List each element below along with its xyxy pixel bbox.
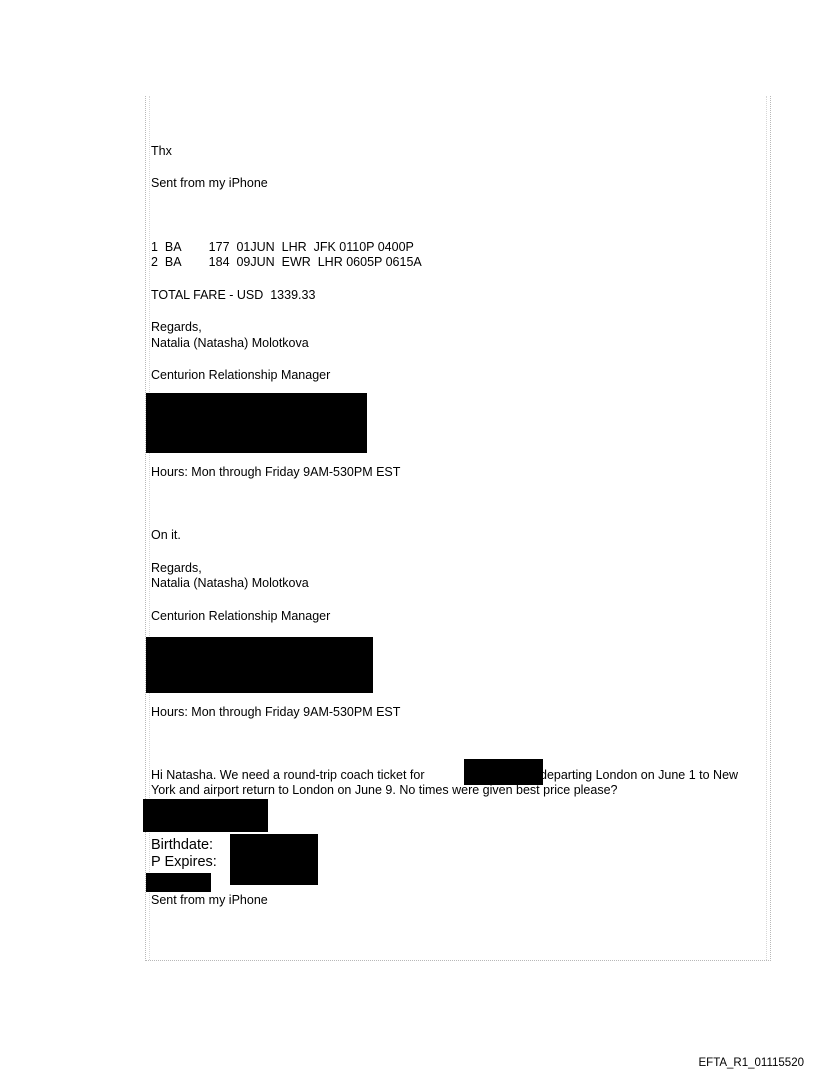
sender-title: Centurion Relationship Manager [151, 609, 331, 623]
redacted-name [464, 759, 543, 785]
request-text-part-1: Hi Natasha. We need a round-trip coach ticket for [151, 768, 425, 782]
request-text-line-2: York and airport return to London on June 9. No times were given best price please? [151, 783, 618, 797]
document-id: EFTA_R1_01115520 [698, 1057, 804, 1069]
sender-name: Natalia (Natasha) Molotkova [151, 576, 309, 590]
sent-from-signature: Sent from my iPhone [151, 893, 268, 907]
redaction-block [146, 873, 211, 892]
redaction-block [230, 834, 318, 885]
redaction-block [146, 393, 367, 453]
request-text-part-2: departing London on June 1 to New [540, 768, 739, 782]
redaction-block [143, 799, 268, 832]
redaction-block [146, 637, 373, 693]
sent-from-signature: Sent from my iPhone [151, 176, 268, 190]
itinerary-line-1: 1 BA 177 01JUN LHR JFK 0110P 0400P [151, 240, 414, 254]
sender-title: Centurion Relationship Manager [151, 368, 331, 382]
sender-name: Natalia (Natasha) Molotkova [151, 336, 309, 350]
reply-text: On it. [151, 528, 181, 542]
birthdate-label: Birthdate: [151, 837, 214, 853]
office-hours: Hours: Mon through Friday 9AM-530PM EST [151, 465, 401, 479]
regards: Regards, [151, 320, 202, 334]
itinerary-line-2: 2 BA 184 09JUN EWR LHR 0605P 0615A [151, 255, 422, 269]
total-fare: TOTAL FARE - USD 1339.33 [151, 288, 316, 302]
office-hours: Hours: Mon through Friday 9AM-530PM EST [151, 705, 401, 719]
reply-text: Thx [151, 144, 172, 158]
passport-expires-label: P Expires: [151, 854, 217, 870]
regards: Regards, [151, 561, 202, 575]
